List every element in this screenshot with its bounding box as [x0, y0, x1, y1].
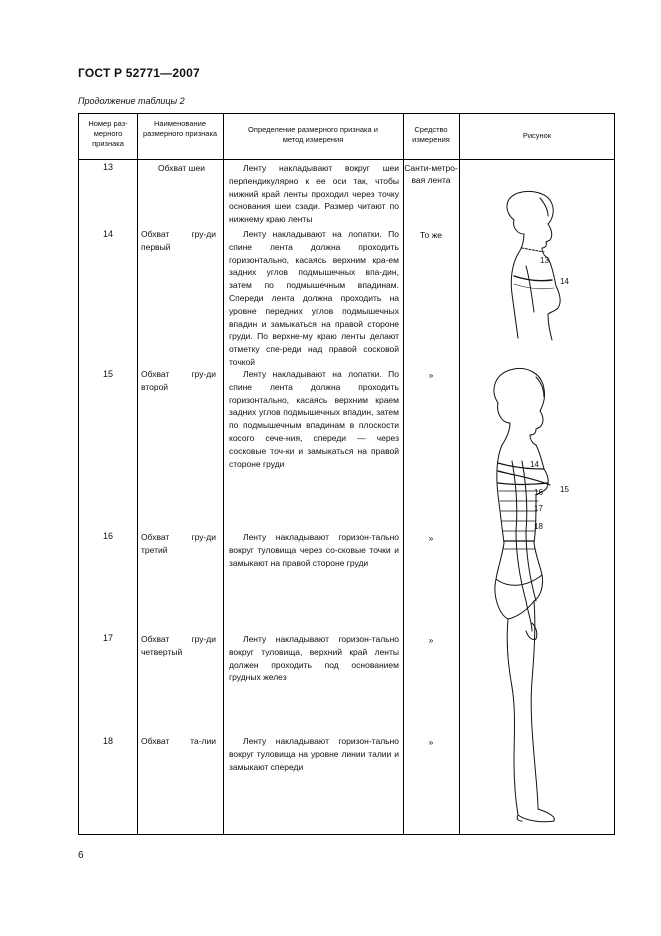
- col-divider-3: [403, 113, 404, 835]
- row-13-name: Обхват шеи: [158, 163, 205, 173]
- table-border-left: [78, 113, 79, 835]
- col-divider-4: [459, 113, 460, 835]
- fig-label-16: 16: [534, 488, 543, 497]
- row-14-num: 14: [102, 229, 113, 239]
- row-16-tool: »: [428, 533, 434, 543]
- row-18-method: Ленту накладывают горизон-тально вокруг туловища на уровне линии талии и замыкают спереди: [229, 736, 399, 772]
- row-18-num: 18: [102, 736, 113, 746]
- row-14-method: Ленту накладывают на лопатки. По спине лента должна проходить горизонтально, касаясь верхним кра-ем задних углов подмышечных впа-дин, затем по подмышечным впадинам. Спереди лента должна проходить на уровне передних углов подмышечных впадин и замыкаться на правой стороне груди. По верхне-му краю ленты делают отметку спе-реди над правой сосковой точкой: [229, 229, 399, 367]
- page-number: 6: [78, 850, 84, 861]
- row-17-tool: »: [428, 635, 434, 645]
- row-17-num: 17: [102, 633, 113, 643]
- row-18-name: Обхват та-лии: [141, 736, 216, 746]
- table-subtitle: Продолжение таблицы 2: [78, 96, 185, 106]
- fig-label-13: 13: [540, 256, 549, 265]
- row-17-name: Обхват гру-ди четвертый: [141, 634, 216, 657]
- row-15-num: 15: [102, 369, 113, 379]
- row-13-method: Ленту накладывают вокруг шеи перпендикулярно к ее оси так, чтобы нижний край ленты проходил через точку основания шеи сзади. Размер читают по нижнему краю ленты: [229, 163, 399, 225]
- row-16-method: Ленту накладывают горизон-тально вокруг туловища через со-сковые точки и замыкают на правой стороне груди: [229, 532, 399, 568]
- header-num: Номер раз-мерного признака: [88, 119, 128, 148]
- figure-upper-torso: [490, 190, 580, 345]
- fig-label-14: 14: [560, 277, 569, 286]
- col-divider-2: [223, 113, 224, 835]
- table-border-bottom: [78, 834, 615, 835]
- row-14-name: Обхват гру-ди первый: [141, 229, 216, 252]
- figure-full-body: [470, 365, 580, 827]
- header-tool: Средство измерения: [412, 125, 450, 144]
- fig-label-15: 15: [560, 485, 569, 494]
- row-18-tool: »: [428, 737, 434, 747]
- col-divider-1: [137, 113, 138, 835]
- row-17-method: Ленту накладывают горизон-тально вокруг туловища, верхний край ленты должен проходить под основанием грудных желез: [229, 634, 399, 683]
- header-figure: Рисунок: [522, 131, 552, 140]
- row-16-num: 16: [102, 531, 113, 541]
- header-method: Определение размерного признака и метод измерения: [248, 125, 378, 144]
- row-15-tool: »: [428, 370, 434, 380]
- fig-label-18: 18: [534, 522, 543, 531]
- fig-label-14b: 14: [530, 460, 539, 469]
- table-border-right: [614, 113, 615, 835]
- table-header-divider: [78, 159, 615, 160]
- header-name: Наименование размерного признака: [142, 119, 218, 138]
- row-13-tool: Санти-метро-вая лента: [404, 163, 458, 185]
- fig-label-17: 17: [534, 504, 543, 513]
- row-13-num: 13: [102, 162, 113, 172]
- row-16-name: Обхват гру-ди третий: [141, 532, 216, 555]
- table-border-top: [78, 113, 615, 114]
- row-15-name: Обхват гру-ди второй: [141, 369, 216, 392]
- row-14-tool: То же: [419, 230, 443, 240]
- row-15-method: Ленту накладывают на лопатки. По спине лента должна проходить горизонтально, касаясь верхним краем задних углов подмышечных впадин, затем по подмышечным впадинам в плоскости косого сече-ния, спереди — через сосковые точ-ки и замыкаться на правой стороне груди: [229, 369, 399, 469]
- doc-title: ГОСТ Р 52771—2007: [78, 66, 200, 80]
